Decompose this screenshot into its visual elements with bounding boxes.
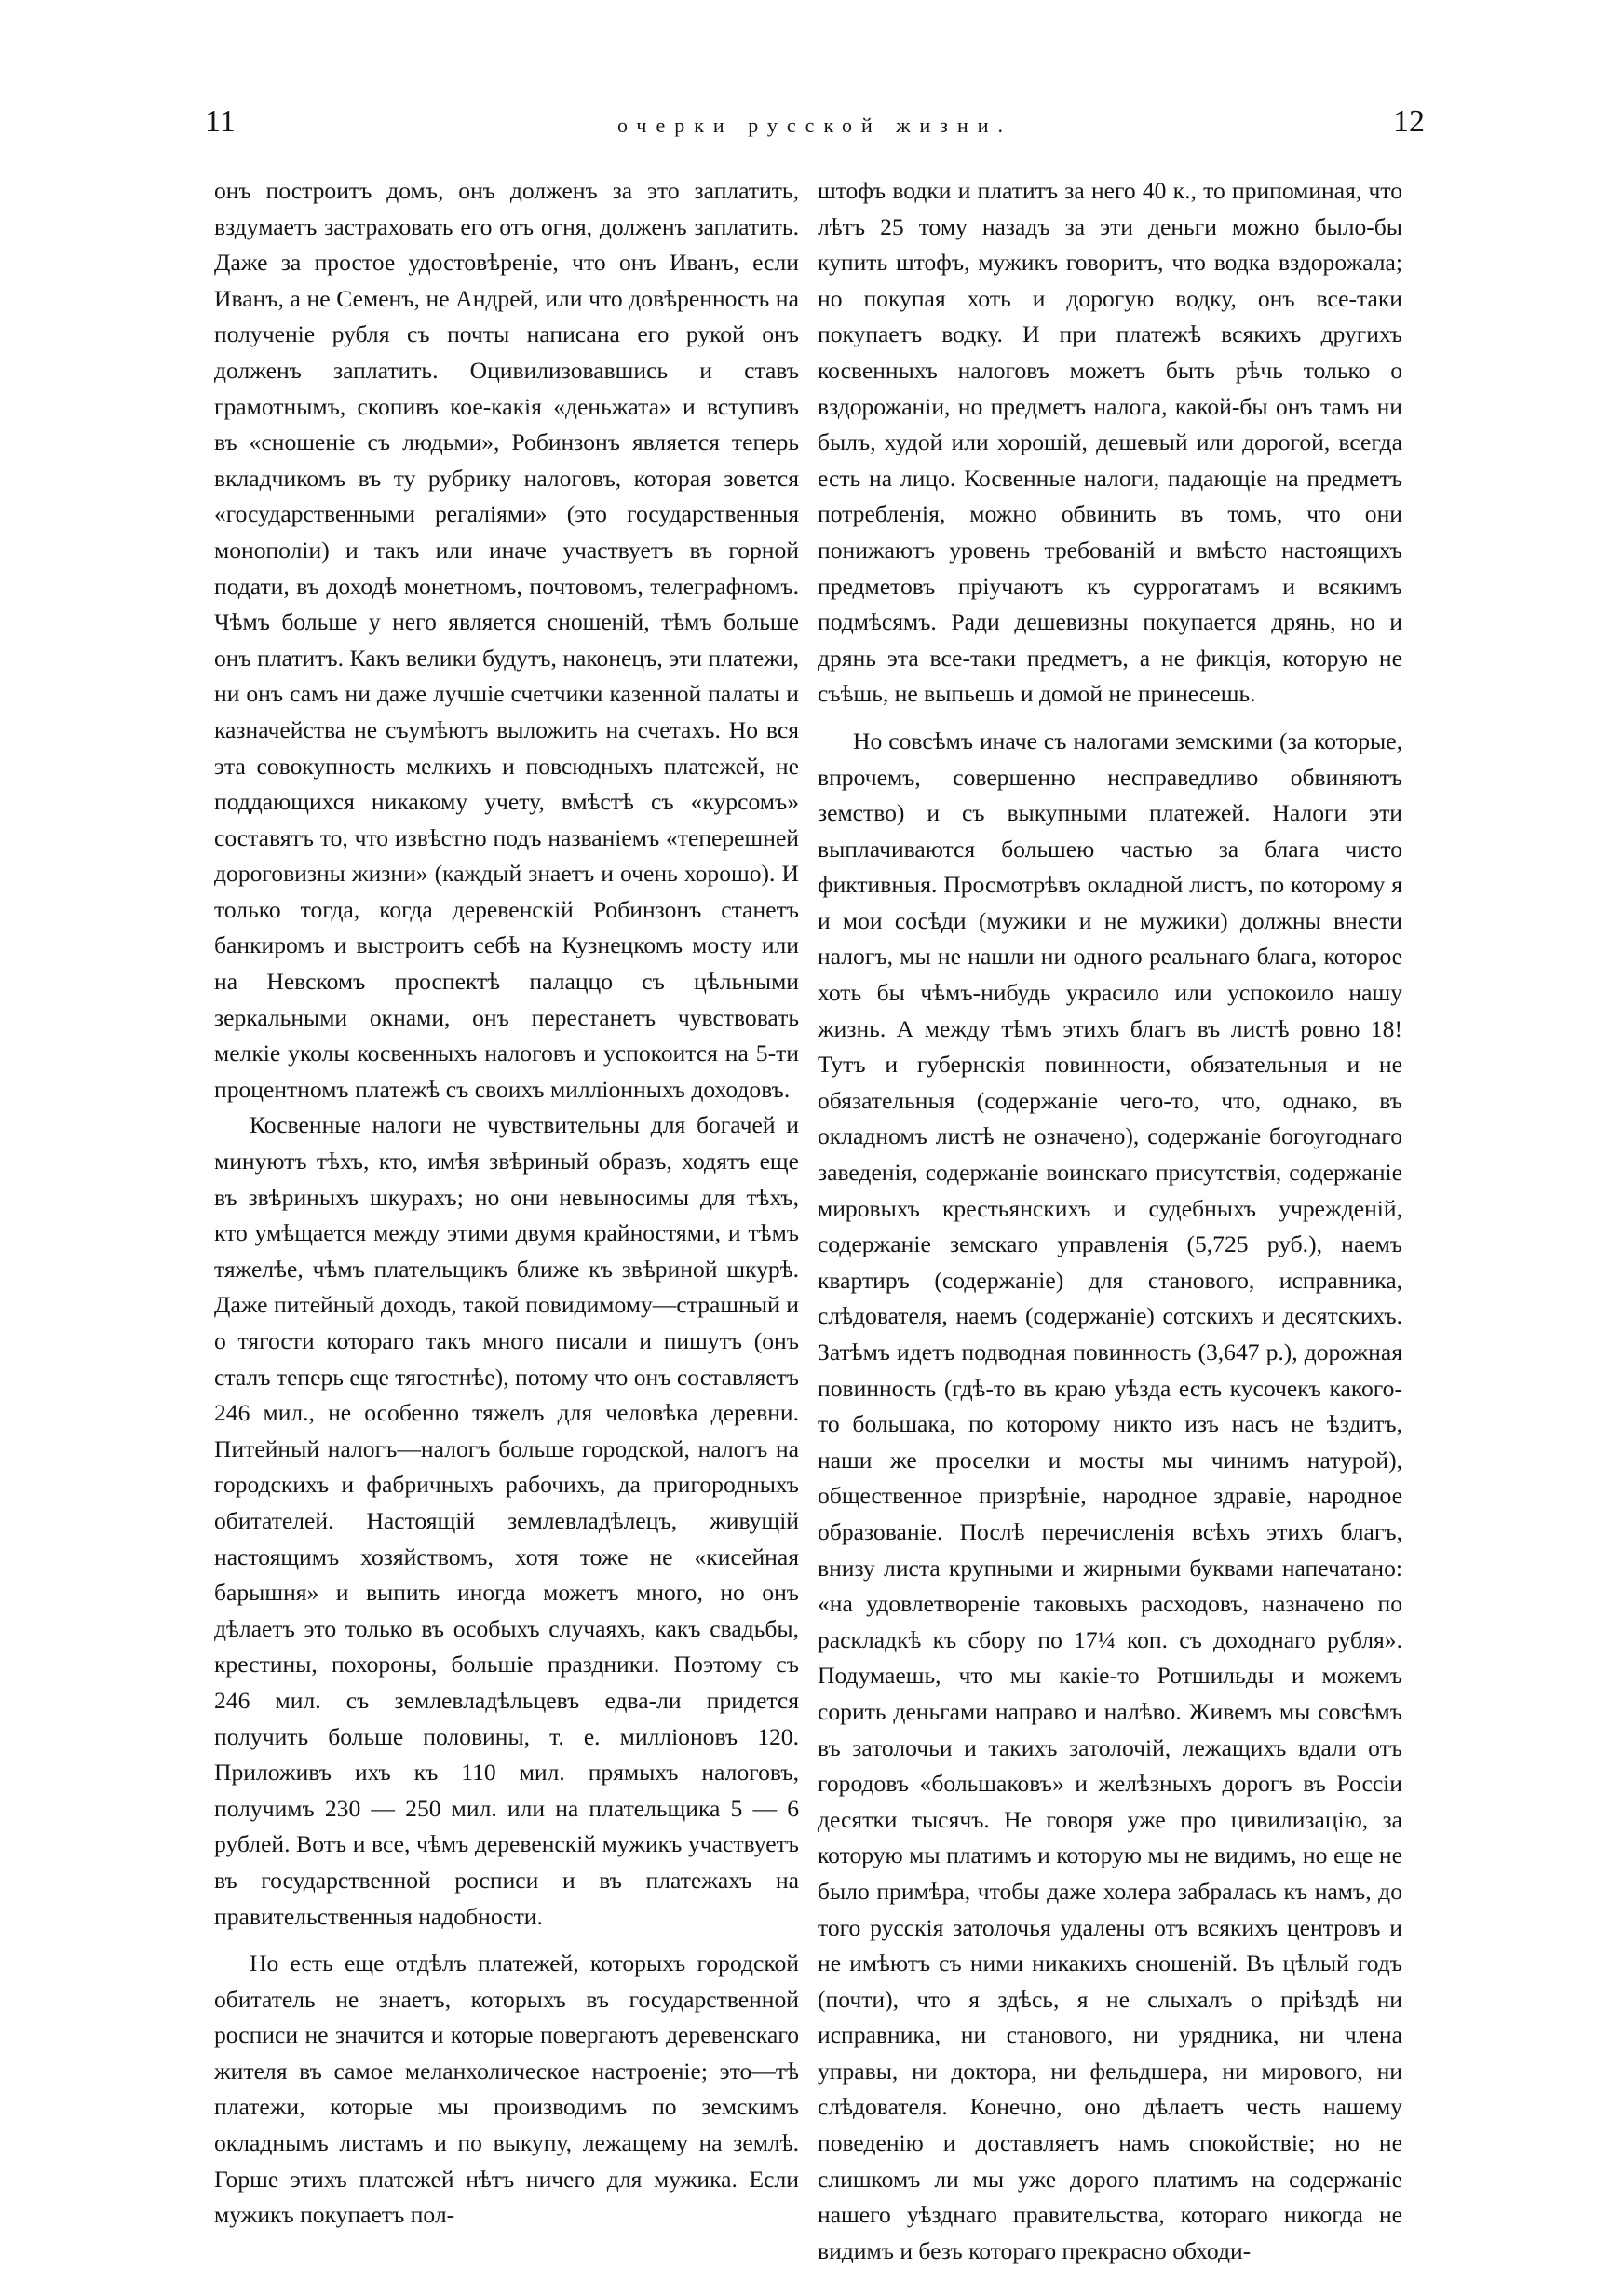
paragraph: Но совсѣмъ иначе съ налогами земскими (за которые, впрочемъ, совершенно несправедливо обвиняютъ земство) и съ выкупными платежей. Налоги эти выплачиваются большею частью за блага чисто фиктивныя. Просмотрѣвъ окладной листъ, по которому я и мои сосѣди (мужики и не мужики) должны внести налогъ, мы не нашли ни одного реальнаго блага, которое хоть бы чѣмъ-нибудь украсило или успокоило нашу жизнь. А между тѣмъ этихъ благъ въ листѣ ровно 18! Тутъ и губернскія повинности, обязательныя и не обязательныя (содержаніе чего-то, что, однако, въ окладномъ листѣ не означено), содержаніе богоугоднаго заведенія, содержаніе воинскаго присутствія, содержаніе мировыхъ крестьянскихъ и судебныхъ учрежденій, содержаніе земскаго управленія (5,725 руб.), наемъ квартиръ (содержаніе) для станового, исправника, слѣдователя, наемъ (содержаніе) сотскихъ и десятскихъ. Затѣмъ идетъ подводная повинность (3,647 р.), дорожная повинность (гдѣ-то въ краю уѣзда есть кусочекъ какого-то большака, по которому никто изъ насъ не ѣздитъ, наши же проселки и мосты мы чинимъ натурой), общественное призрѣніе, народное здравіе, народное образованіе. Послѣ перечисленія всѣхъ этихъ благъ, внизу листа крупными и жирными буквами напечатано: «на удовлетвореніе таковыхъ расходовъ, назначено по раскладкѣ къ сбору по 17¼ коп. съ доходнаго рубля». Подумаешь, что мы какіе-то Ротшильды и можемъ сорить деньгами направо и налѣво. Живемъ мы совсѣмъ въ затолочьи и такихъ затолочій, лежащихъ вдали отъ городовъ «большаковъ» и желѣзныхъ дорогъ въ Россіи десятки тысячъ. Не говоря уже про цивилизацію, за которую мы платимъ и которую мы не видимъ, но еще не было примѣра, чтобы даже холера забралась къ намъ, до того русскія затолочья удалены отъ всякихъ центровъ и не имѣютъ съ ними никакихъ сношеній. Въ цѣлый годъ (почти), что я здѣсь, я не слыхалъ о пріѣздѣ ни исправника, ни станового, ни урядника, ни члена управы, ни доктора, ни фельдшера, ни мирового, ни слѣдователя. Конечно, оно дѣлаетъ честь нашему поведенію и доставляетъ намъ спокойствіе; но не слишкомъ ли мы уже дорого платимъ на содержаніе нашего уѣзднаго правительства, котораго никогда не видимъ и безъ котораго прекрасно обходи- [818,727,1402,2264]
right-column [818,173,1402,2269]
paragraph: онъ построитъ домъ, онъ долженъ за это заплатить, вздумаетъ застраховать его отъ огня, долженъ заплатить. Даже за простое удостовѣреніе, что онъ Иванъ, если Иванъ, а не Семенъ, не Андрей, или что довѣренность на полученіе рубля съ почты написана его рукой онъ долженъ заплатить. Оцивилизовавшись и ставъ грамотнымъ, скопивъ кое-какія «деньжата» и вступивъ въ «сношеніе съ людьми», Робинзонъ является теперь вкладчикомъ въ ту рубрику налоговъ, которая зовется «государственными регаліями» (это государственныя монополіи) и такъ или иначе участвуетъ въ горной подати, въ доходѣ монетномъ, почтовомъ, телеграфномъ. Чѣмъ больше у него является сношеній, тѣмъ больше онъ платитъ. Какъ велики будутъ, наконецъ, эти платежи, ни онъ самъ ни даже лучшіе счетчики казенной палаты и казначейства не съумѣютъ выложить на счетахъ. Но вся эта совокупность мелкихъ и повсюдныхъ платежей, не поддающихся никакому учету, вмѣстѣ съ «курсомъ» составятъ то, что извѣстно подъ названіемъ «теперешней дороговизны жизни» (каждый знаетъ и очень хорошо). И только тогда, когда деревенскій Робинзонъ станетъ банкиромъ и выстроитъ себѣ на Кузнецкомъ мосту или на Невскомъ проспектѣ палаццо съ цѣльными зеркальными окнами, онъ перестанетъ чувствовать мелкіе уколы косвенныхъ налоговъ и успокоится на 5-ти процентномъ платежѣ съ своихъ милліонныхъ доходовъ. [214,177,799,1103]
running-header [205,104,1425,151]
paragraph: штофъ водки и платитъ за него 40 к., то припоминая, что лѣтъ 25 тому назадъ за эти деньги можно было-бы купить штофъ, мужикъ говоритъ, что водка вздорожала; но покупая хоть и дорогую водку, онъ все-таки покупаетъ водку. И при платежѣ всякихъ другихъ косвенныхъ налоговъ можетъ быть рѣчь только о вздорожаніи, но предметъ налога, какой-бы онъ тамъ ни былъ, худой или хорошій, дешевый или дорогой, всегда есть на лицо. Косвенные налоги, падающіе на предметъ потребленія, можно обвинить въ томъ, что они понижаютъ уровень требованій и вмѣсто настоящихъ предметовъ пріучаютъ къ суррогатамъ и всякимъ подмѣсямъ. Ради дешевизны покупается дрянь, но и дрянь эта все-таки предметъ, а не фикція, которую не съѣшь, не выпьешь и домой не принесешь. [818,177,1402,708]
page-number-right: 12 [1393,104,1425,139]
paragraph: Косвенные налоги не чувствительны для богачей и минуютъ тѣхъ, кто, имѣя звѣриный образъ, ходятъ еще въ звѣриныхъ шкурахъ; но они невыносимы для тѣхъ, кто умѣщается между этими двумя крайностями, и тѣмъ тяжелѣе, чѣмъ плательщикъ ближе къ звѣриной шкурѣ. Даже питейный доходъ, такой повидимому—страшный и о тягости котораго такъ много писали и пишутъ (онъ сталъ теперь еще тягостнѣе), потому что онъ составляетъ 246 мил., не особенно тяжелъ для человѣка деревни. Питейный налогъ—налогъ больше городской, налогъ на городскихъ и фабричныхъ рабочихъ, да пригородныхъ обитателей. Настоящій землевладѣлецъ, живущій настоящимъ хозяйствомъ, хотя тоже не «кисейная барышня» и выпить иногда можетъ много, но онъ дѣлаетъ это только въ особыхъ случаяхъ, какъ свадьбы, крестины, похороны, большіе праздники. Поэтому съ 246 мил. съ землевладѣльцевъ едва-ли придется получить больше половины, т. е. милліоновъ 120. Приложивъ ихъ къ 110 мил. прямыхъ налоговъ, получимъ 230 — 250 мил. или на плательщика 5 — 6 рублей. Вотъ и все, чѣмъ деревенскій мужикъ участвуетъ въ государственной росписи и въ платежахъ на правительственныя надобности. [214,1111,799,1930]
left-column [214,173,799,2234]
page-number-left: 11 [205,104,236,139]
paragraph: Но есть еще отдѣлъ платежей, которыхъ городской обитатель не знаетъ, которыхъ въ государственной росписи не значится и которые повергаютъ деревенскаго жителя въ самое меланхолическое настроеніе; это—тѣ платежи, которые мы производимъ по земскимъ окладнымъ листамъ и по выкупу, лежащему на землѣ. Горше этихъ платежей нѣтъ ничего для мужика. Если мужикъ покупаетъ пол- [214,1950,799,2229]
running-title: очерки русской жизни. [616,114,1013,137]
